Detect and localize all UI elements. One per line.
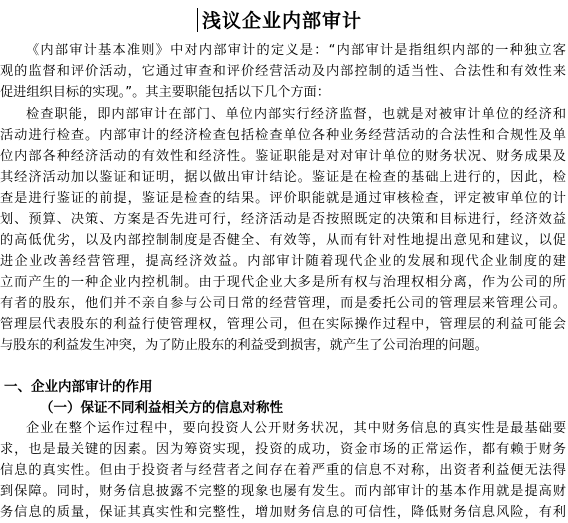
section-paragraph-line-5: 务信息的质量，保证其真实性和完整性，增加财务信息的可信性，降低财务信息风险，有利 [0,505,567,520]
section-heading: 一、企业内部审计的作用 [4,379,153,395]
paragraph-2-line-6: 划、预算、决策、方案是否先进可行，经济活动是否按照既定的决策和目标进行，经济效益 [0,212,567,227]
section-paragraph-line-4: 到保障。同时，财务信息披露不完整的现象也屡有发生。而内部审计的基本作用就是提高财 [0,484,567,499]
paragraph-2-line-9: 立而产生的一种企业内控机制。由于现代企业大多是所有权与治理权相分离，作为公司的所 [0,275,567,290]
paragraph-2-line-7: 的高低优劣，以及内部控制制度是否健全、有效等，从而有针对性地提出意见和建议，以促 [0,233,567,248]
document-title: 浅议企业内部审计 [202,10,363,32]
paragraph-2-line-11: 管理层代表股东的利益行使管理权，管理公司，但在实际操作过程中，管理层的利益可能会 [0,317,567,332]
paragraph-1-line-1: 《内部审计基本准则》中对内部审计的定义是：“内部审计是指组织内部的一种独立客 [26,43,568,58]
paragraph-2-line-3: 位内部各种经济活动的有效性和经济性。鉴证职能是对对审计单位的财务状况、财务成果及 [0,149,567,164]
paragraph-2-line-12: 与股东的利益发生冲突，为了防止股东的利益受到损害，就产生了公司治理的问题。 [0,338,488,353]
paragraph-1-line-2: 观的监督和评价活动，它通过审查和评价经营活动及内部控制的适当性、合法性和有效性来 [0,64,567,79]
section-paragraph-line-3: 信息的真实性。但由于投资者与经营者之间存在着严重的信息不对称，出资者利益便无法得 [0,463,567,478]
paragraph-2-line-8: 进企业改善经营管理，提高经济效益。内部审计随着现代企业的发展和现代企业制度的建 [0,254,568,269]
paragraph-2-line-1: 检查职能，即内部审计在部门、单位内部实行经济监督，也就是对被审计单位的经济和 [26,107,568,122]
paragraph-1-line-3: 促进组织目标的实现。”。其主要职能包括以下几个方面： [0,85,330,100]
paragraph-2-line-4: 其经济活动加以鉴证和证明，据以做出审计结论。鉴证是在检查的基础上进行的，因此，检 [0,170,567,185]
paragraph-2-line-10: 有者的股东，他们并不亲自参与公司日常的经营管理，而是委托公司的管理层来管理公司。 [0,296,567,311]
paragraph-2-line-2: 活动进行检查。内部审计的经济检查包括检查单位各种业务经营活动的合法性和合规性及单 [0,128,567,143]
section-paragraph-line-1: 企业在整个运作过程中，要向投资人公开财务状况，其中财务信息的真实性是最基础要 [26,421,568,436]
section-paragraph-line-2: 求，也是最关键的因素。因为筹资实现，投资的成功，资金市场的正常运作，都有赖于财务 [0,442,567,457]
subsection-heading: （一）保证不同利益相关方的信息对称性 [40,400,283,416]
paragraph-2-line-5: 查是进行鉴证的前提，鉴证是检查的结果。评价职能就是通过审核检查，评定被审单位的计 [0,191,567,206]
text-cursor [197,8,198,32]
